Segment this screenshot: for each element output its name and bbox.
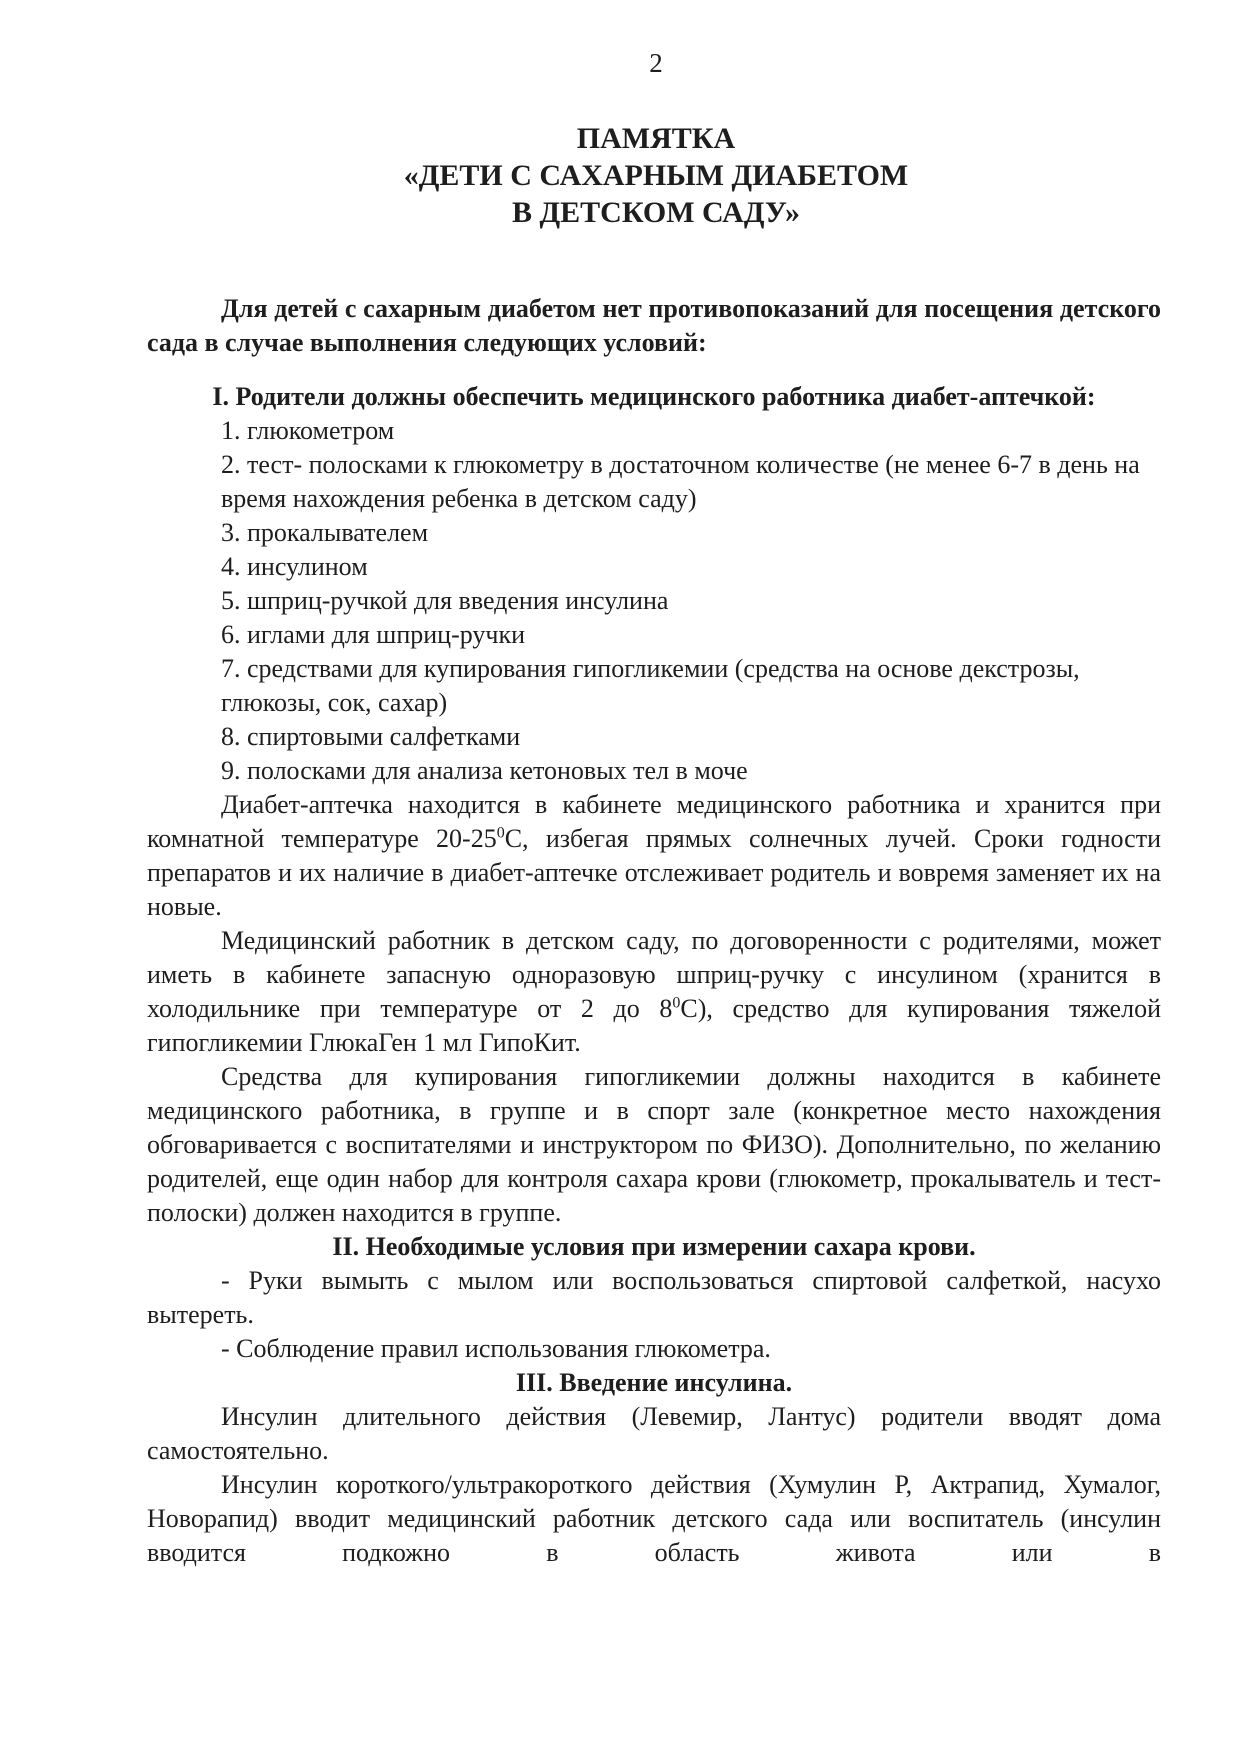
document-body (147, 292, 1161, 1570)
list-item: 7. средствами для купирования гипогликемии (средства на основе декстрозы, глюкозы, сок, сахар) (221, 654, 1080, 717)
storage-text-end: С, избегая прямых солнечных лучей. Сроки годности препаратов и их наличие в диабет-аптечке отслеживает родитель и вовремя заменяет их на новые. (147, 824, 1161, 921)
intro-paragraph: Для детей с сахарным диабетом нет противопоказаний для посещения детского сада в случае выполнения следующих условий: (147, 294, 1161, 357)
list-item: 3. прокалывателем (221, 518, 429, 547)
glucometer-rules-paragraph: - Соблюдение правил использования глюкометра. (221, 1334, 771, 1363)
section-3-heading: III. Введение инсулина. (515, 1368, 793, 1397)
list-item: 5. шприц-ручкой для введения инсулина (221, 586, 669, 615)
hands-paragraph: - Руки вымыть с мылом или воспользоваться спиртовой салфеткой, насухо вытереть. (147, 1266, 1161, 1329)
degree-sign: 0 (496, 824, 505, 842)
list-item: 4. инсулином (221, 552, 368, 581)
list-item: 1. глюкометром (221, 416, 395, 445)
storage-paragraph (147, 788, 1161, 924)
list-item: 6. иглами для шприц-ручки (221, 620, 526, 649)
list-item: 2. тест- полосками к глюкометру в достаточном количестве (не менее 6-7 в день на время нахождения ребенка в детском саду) (221, 450, 1140, 513)
long-insulin-paragraph: Инсулин длительного действия (Левемир, Лантус) родители вводят дома самостоятельно. (147, 1402, 1161, 1465)
section-2-heading: II. Необходимые условия при измерении сахара крови. (332, 1232, 976, 1261)
reserve-text-end: С), средство для купирования тяжелой гипогликемии ГлюкаГен 1 мл ГипоКит. (147, 994, 1161, 1057)
list-item: 8. спиртовыми салфетками (221, 722, 521, 751)
reserve-paragraph (147, 924, 1161, 1060)
document-title (0, 120, 1240, 231)
supplies-list (147, 414, 1161, 788)
reserve-text-start: Медицинский работник в детском саду, по договоренности с родителями, может иметь в кабинете запасную одноразовую шприц-ручку с инсулином (хранится в холодильнике при температуре от 2 до 8 (147, 926, 1161, 1023)
hypoglycemia-paragraph: Средства для купирования гипогликемии должны находится в кабинете медицинского работника, в группе и в спорт зале (конкретное место нахождения обговаривается с воспитателями и инструктором по ФИЗО). Дополнительно, по желанию родителей, еще один набор для контроля сахара крови (глюкометр, прокалыватель и тест-полоски) должен находится в группе. (147, 1062, 1161, 1227)
page-number: 2 (649, 48, 663, 78)
title-line-1: ПАМЯТКА (576, 122, 736, 155)
degree-sign: 0 (672, 994, 681, 1012)
list-item: 9. полосками для анализа кетоновых тел в моче (221, 756, 748, 785)
title-line-3: В ДЕТСКОМ САДУ» (512, 196, 800, 229)
title-line-2: «ДЕТИ С САХАРНЫМ ДИАБЕТОМ (403, 159, 909, 192)
short-insulin-paragraph: Инсулин короткого/ультракороткого действия (Хумулин Р, Актрапид, Хумалог, Новорапид) вводит медицинский работник детского сада или воспитатель (инсулин вводится подкожно в область живота или в (147, 1470, 1161, 1567)
storage-text-start: Диабет-аптечка находится в кабинете медицинского работника и хранится при комнатной температуре 20-25 (147, 790, 1161, 853)
section-1-heading: I. Родители должны обеспечить медицинского работника диабет-аптечкой: (212, 382, 1096, 411)
